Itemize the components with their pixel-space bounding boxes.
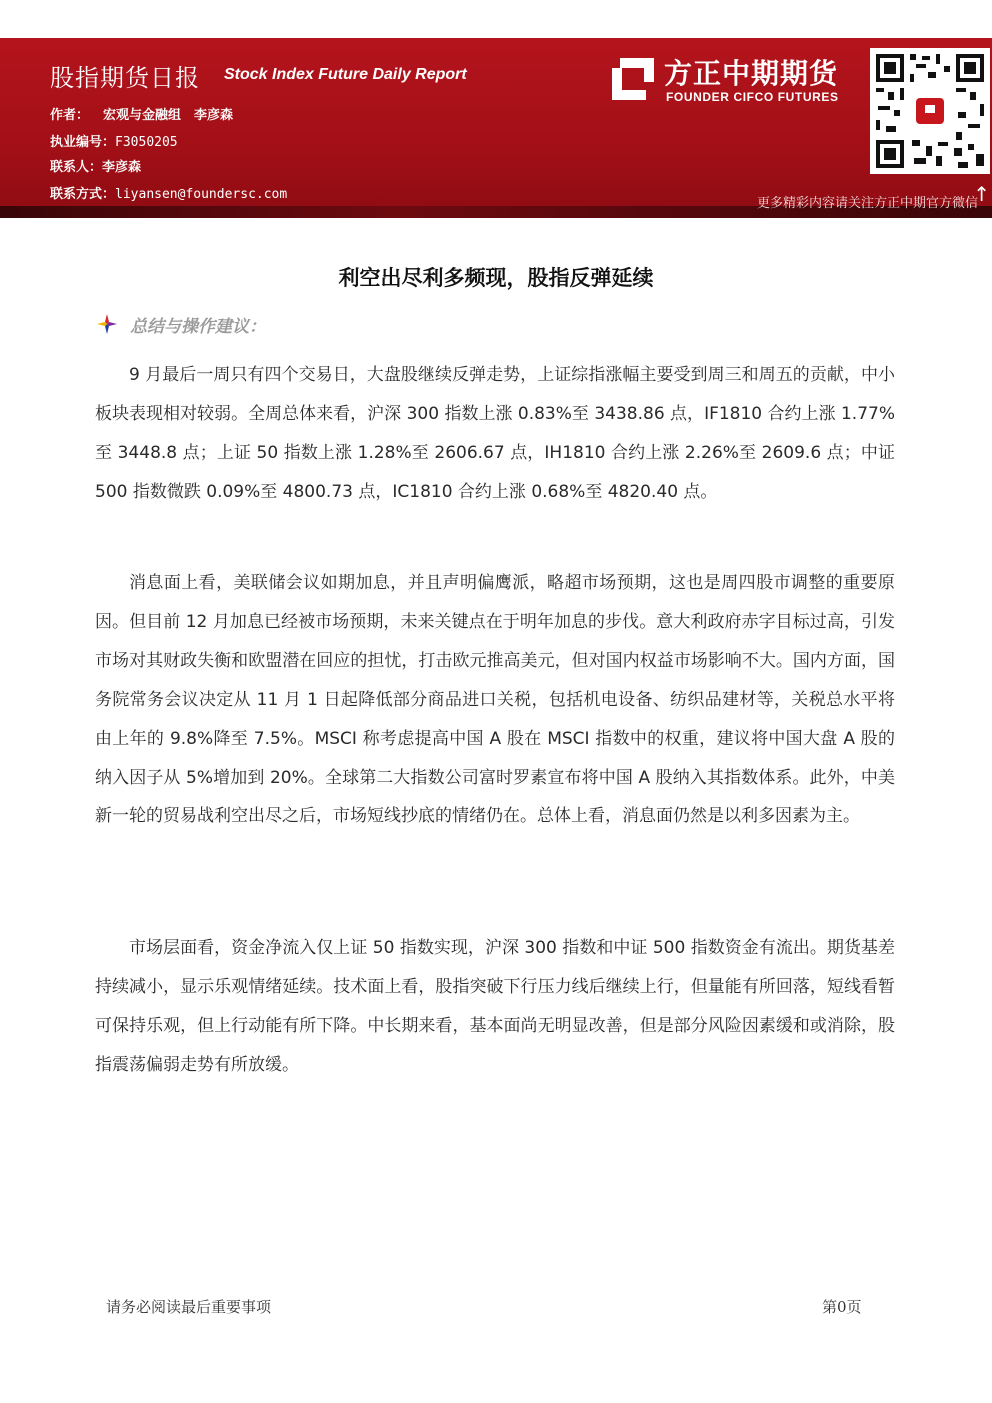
- founder-logo-icon: [610, 56, 656, 102]
- license-value: F3050205: [115, 135, 178, 150]
- contact-value: 李彦森: [102, 160, 142, 175]
- paragraph-summary: 9 月最后一周只有四个交易日，大盘股继续反弹走势，上证综指涨幅主要受到周三和周五的贡献，中小板块表现相对较弱。全周总体来看，沪深 300 指数上涨 0.83%至 3438.86 点，IF1810 合约上涨 1.77%至 3448.8 点；上证 50 指数上涨 1.28%至 2606.67 点，IH1810 合约上涨 2.26%至 2609.6 点；中证 500 指数微跌 0.09%至 4800.73 点，IC1810 合约上涨 0.68%至 4820.40 点。: [95, 365, 895, 502]
- license-label: 执业编号：: [50, 135, 116, 150]
- license-line: [50, 131, 178, 150]
- footer-notice: 请务必阅读最后重要事项: [106, 1298, 272, 1316]
- report-title-en: Stock Index Future Daily Report: [224, 66, 467, 83]
- contact-line: [50, 156, 141, 175]
- wechat-follow-note: 更多精彩内容请关注方正中期官方微信: [756, 196, 978, 211]
- company-logo-name: 方正中期期货: [664, 57, 839, 90]
- page-number: 第0页: [822, 1298, 862, 1316]
- up-arrow-icon: ↑: [973, 182, 990, 206]
- diamond-bullet-icon: [96, 313, 118, 335]
- section-label: 总结与操作建议：: [130, 316, 266, 337]
- paragraph-market: 市场层面看，资金净流入仅上证 50 指数实现，沪深 300 指数和中证 500 指数资金有流出。期货基差持续减小，显示乐观情绪延续。技术面上看，股指突破下行压力线后继续上行，但量能有所回落，短线看暂可保持乐观，但上行动能有所下降。中长期来看，基本面尚无明显改善，但是部分风险因素缓和或消除，股指震荡偏弱走势有所放缓。: [95, 938, 895, 1075]
- email-line: [50, 183, 287, 202]
- section-heading: [96, 312, 266, 336]
- email-label: 联系方式：: [50, 187, 116, 202]
- document-title: 利空出尽利多频现，股指反弹延续: [338, 266, 654, 290]
- report-title-cn: 股指期货日报: [50, 64, 200, 92]
- email-value[interactable]: liyansen@foundersc.com: [115, 187, 288, 202]
- author-line: [50, 104, 233, 123]
- author-label: 作者：: [50, 108, 90, 123]
- contact-label: 联系人：: [50, 160, 103, 175]
- author-value: 宏观与金融组 李彦森: [103, 108, 234, 123]
- paragraph-news: 消息面上看，美联储会议如期加息，并且声明偏鹰派，略超市场预期，这也是周四股市调整的重要原因。但目前 12 月加息已经被市场预期，未来关键点在于明年加息的步伐。意大利政府赤字目标过高，引发市场对其财政失衡和欧盟潜在回应的担忧，打击欧元推高美元，但对国内权益市场影响不大。国内方面，国务院常务会议决定从 11 月 1 日起降低部分商品进口关税，包括机电设备、纺织品建材等，关税总水平将由上年的 9.8%降至 7.5%。MSCI 称考虑提高中国 A 股在 MSCI 指数中的权重，建议将中国大盘 A 股的纳入因子从 5%增加到 20%。全球第二大指数公司富时罗素宣布将中国 A 股纳入其指数体系。此外，中美新一轮的贸易战利空出尽之后，市场短线抄底的情绪仍在。总体上看，消息面仍然是以利多因素为主。: [95, 573, 895, 827]
- company-logo-name-en: FOUNDER CIFCO FUTURES: [666, 90, 839, 104]
- qr-code-icon: [870, 48, 990, 174]
